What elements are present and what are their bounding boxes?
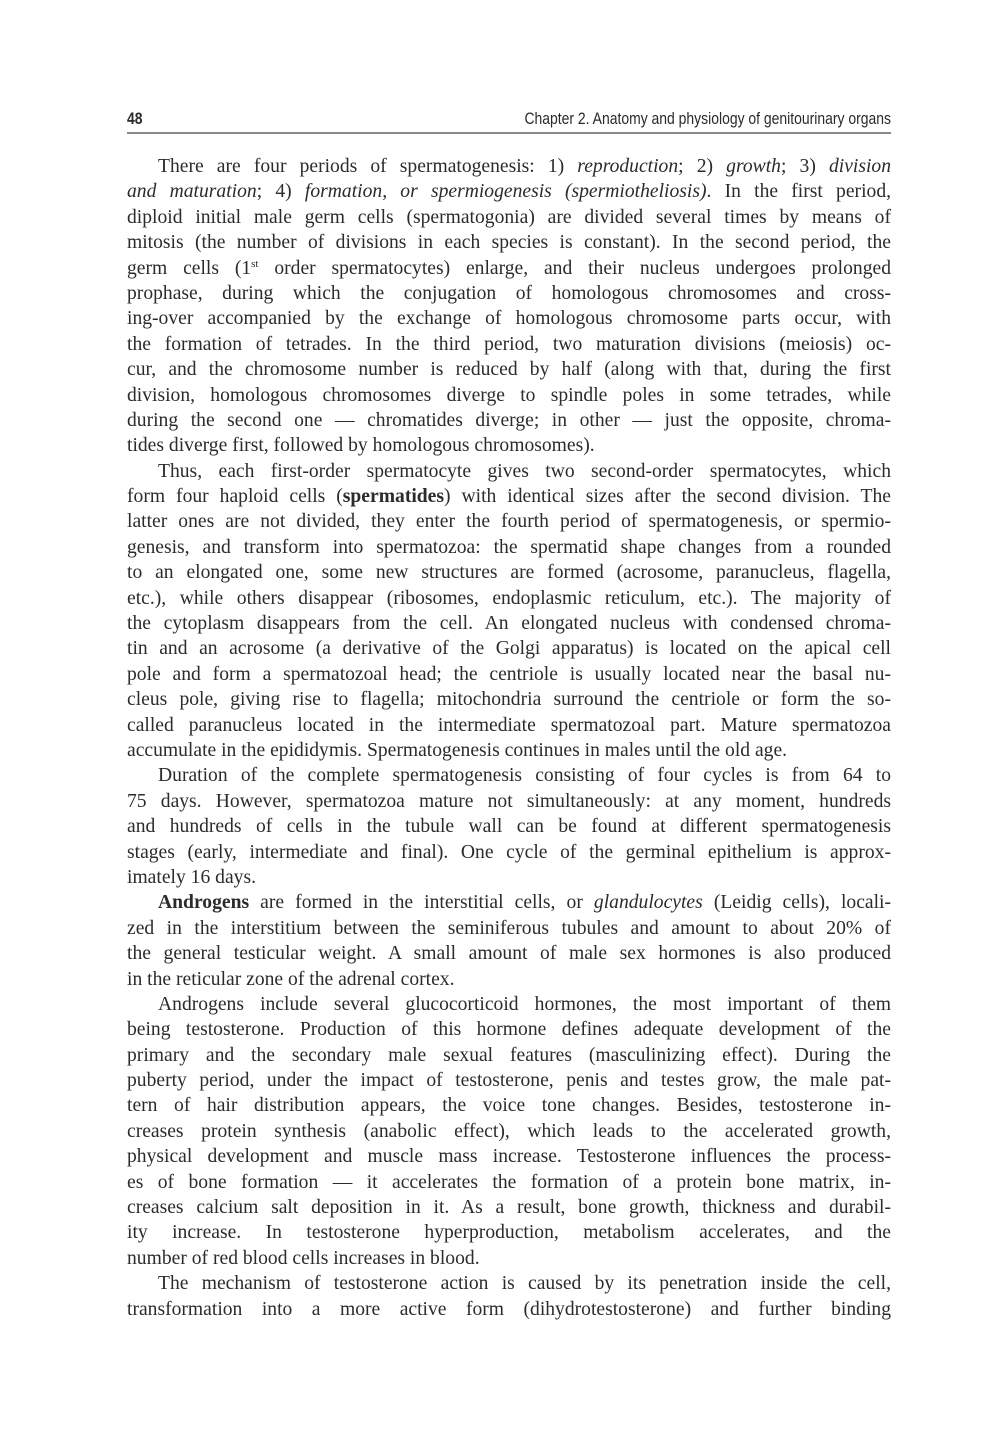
text-run: order spermatocytes) enlarge, and their nucleus undergoes prolonged — [258, 257, 891, 279]
text-run: tern of hair distribution appears, the voice tone changes. Besides, testosterone in- — [127, 1095, 891, 1117]
text-line — [127, 332, 891, 357]
text-line — [127, 1246, 891, 1271]
text-line — [127, 1271, 891, 1296]
text-run: the formation of tetrades. In the third period, two maturation divisions (meiosis) oc- — [127, 333, 891, 355]
text-run: ; 2) — [678, 156, 727, 177]
text-line — [127, 865, 891, 890]
text-run: es of bone formation — it accelerates the formation of a protein bone matrix, in- — [127, 1171, 891, 1193]
superscript: st — [251, 257, 259, 270]
text-run: to an elongated one, some new structures are formed (acrosome, paranucleus, flagella, — [127, 562, 891, 584]
text-line — [127, 1017, 891, 1042]
italic-term: reproduction — [577, 156, 679, 177]
text-run: creases calcium salt deposition in it. As a result, bone growth, thickness and durabil- — [127, 1197, 891, 1219]
text-line — [127, 357, 891, 382]
italic-term: division — [828, 156, 892, 177]
text-run: and hundreds of cells in the tubule wall can be found at different spermatogenesis — [127, 816, 891, 838]
text-line — [127, 840, 891, 865]
text-run: physical development and muscle mass increase. Testosterone influences the process- — [127, 1146, 891, 1168]
italic-term: growth — [726, 156, 781, 177]
text-run: Thus, each first-order spermatocyte gives two second-order spermatocytes, which — [158, 460, 891, 482]
text-run: puberty period, under the impact of testosterone, penis and testes grow, the male pat- — [127, 1070, 891, 1092]
text-run: number of red blood cells increases in blood. — [127, 1247, 480, 1269]
text-run: germ cells (1 — [127, 257, 252, 279]
text-run: ing-over accompanied by the exchange of homologous chromosome parts occur, with — [127, 308, 891, 330]
body-text — [127, 154, 891, 1322]
text-run: Androgens include several glucocorticoid hormones, the most important of them — [158, 993, 891, 1015]
text-line — [127, 509, 891, 534]
bold-term: Androgens — [158, 892, 250, 914]
text-line — [127, 306, 891, 331]
text-run: accumulate in the epididymis. Spermatogenesis continues in males until the old age. — [127, 739, 788, 761]
text-run: tides diverge first, followed by homologous chromosomes). — [127, 435, 595, 457]
text-line — [127, 687, 891, 712]
text-line — [127, 941, 891, 966]
text-line — [127, 967, 891, 992]
text-line — [127, 1043, 891, 1068]
text-line — [127, 713, 891, 738]
text-run: in the reticular zone of the adrenal cortex. — [127, 968, 455, 990]
text-run: form four haploid cells ( — [127, 486, 343, 508]
text-line — [127, 763, 891, 788]
bold-term: spermatides — [342, 486, 445, 508]
text-run: diploid initial male germ cells (spermatogonia) are divided several times by means of — [127, 206, 891, 228]
text-line — [127, 433, 891, 458]
text-run: Duration of the complete spermatogenesis consisting of four cycles is from 64 to — [158, 765, 891, 787]
text-run: called paranucleus located in the intermediate spermatozoal part. Mature spermatozoa — [127, 714, 891, 736]
text-run: . In the first period, — [706, 181, 892, 203]
text-line — [127, 662, 891, 687]
text-line — [127, 890, 891, 915]
text-line — [127, 1170, 891, 1195]
text-run: latter ones are not divided, they enter the fourth period of spermatogenesis, or spermio- — [127, 511, 891, 533]
text-line — [127, 789, 891, 814]
text-line — [127, 1068, 891, 1093]
paragraph — [127, 459, 891, 764]
text-line — [127, 560, 891, 585]
text-line — [127, 383, 891, 408]
text-line — [127, 1220, 891, 1245]
running-title: Chapter 2. Anatomy and physiology of genitourinary organs — [524, 109, 891, 128]
text-line — [127, 535, 891, 560]
text-run: imately 16 days. — [127, 866, 256, 888]
text-run: mitosis (the number of divisions in each species is constant). In the second period, the — [127, 232, 891, 254]
text-line — [127, 459, 891, 484]
text-line — [127, 1093, 891, 1118]
italic-term: and maturation — [127, 181, 257, 203]
text-run: There are four periods of spermatogenesis: 1) — [158, 156, 578, 177]
text-line — [127, 256, 891, 281]
paragraph — [127, 992, 891, 1271]
text-run: during the second one — chromatides diverge; in other — just the opposite, chroma- — [127, 409, 891, 431]
text-line — [127, 992, 891, 1017]
text-run: cleus pole, giving rise to flagella; mitochondria surround the centriole or form the so- — [127, 689, 891, 711]
text-run: pole and form a spermatozoal head; the centriole is usually located near the basal nu- — [127, 663, 891, 685]
text-run: are formed in the interstitial cells, or — [249, 892, 594, 914]
text-run: ; 3) — [780, 156, 829, 177]
paragraph — [127, 763, 891, 890]
text-run: zed in the interstitium between the seminiferous tubules and amount to about 20% of — [127, 917, 891, 939]
italic-term: glandulocytes — [593, 892, 703, 914]
text-line — [127, 1195, 891, 1220]
text-run: being testosterone. Production of this hormone defines adequate development of the — [127, 1019, 891, 1041]
text-line — [127, 281, 891, 306]
page-number: 48 — [127, 109, 143, 128]
text-line — [127, 230, 891, 255]
italic-term: formation, or spermiogenesis (spermiotheliosis) — [304, 181, 707, 203]
text-line — [127, 738, 891, 763]
text-line — [127, 611, 891, 636]
text-run: transformation into a more active form (dihydrotestosterone) and further binding — [127, 1298, 891, 1320]
text-run: creases protein synthesis (anabolic effect), which leads to the accelerated growth, — [127, 1120, 891, 1142]
text-line — [127, 154, 891, 179]
text-line — [127, 408, 891, 433]
text-run: etc.), while others disappear (ribosomes, endoplasmic reticulum, etc.). The majority of — [127, 587, 891, 609]
text-line — [127, 205, 891, 230]
text-run: ) with identical sizes after the second division. The — [444, 486, 891, 508]
running-header — [127, 106, 891, 134]
text-run: ity increase. In testosterone hyperproduction, metabolism accelerates, and the — [127, 1222, 891, 1244]
text-run: tin and an acrosome (a derivative of the Golgi apparatus) is located on the apical cell — [127, 638, 891, 660]
text-line — [127, 179, 891, 204]
text-run: primary and the secondary male sexual features (masculinizing effect). During the — [127, 1044, 891, 1066]
paragraph — [127, 1271, 891, 1322]
text-line — [127, 916, 891, 941]
paragraph — [127, 154, 891, 459]
text-line — [127, 1297, 891, 1322]
text-line — [127, 636, 891, 661]
text-run: ; 4) — [256, 181, 305, 203]
text-line — [127, 814, 891, 839]
text-run: division, homologous chromosomes diverge to spindle poles in some tetrades, while — [127, 384, 891, 406]
text-line — [127, 1144, 891, 1169]
text-run: (Leidig cells), locali- — [702, 892, 892, 914]
text-run: the general testicular weight. A small amount of male sex hormones is also produced — [127, 943, 891, 965]
text-line — [127, 586, 891, 611]
text-run: prophase, during which the conjugation of homologous chromosomes and cross- — [127, 282, 891, 304]
text-run: cur, and the chromosome number is reduced by half (along with that, during the first — [127, 359, 891, 381]
text-line — [127, 1119, 891, 1144]
text-run: 75 days. However, spermatozoa mature not simultaneously: at any moment, hundreds — [127, 790, 891, 812]
text-run: the cytoplasm disappears from the cell. An elongated nucleus with condensed chroma- — [127, 613, 891, 635]
text-run: stages (early, intermediate and final). One cycle of the germinal epithelium is approx- — [127, 841, 891, 863]
paragraph — [127, 890, 891, 992]
text-run: The mechanism of testosterone action is caused by its penetration inside the cell, — [158, 1273, 891, 1295]
text-line — [127, 484, 891, 509]
text-run: genesis, and transform into spermatozoa: the spermatid shape changes from a rounded — [127, 536, 891, 558]
